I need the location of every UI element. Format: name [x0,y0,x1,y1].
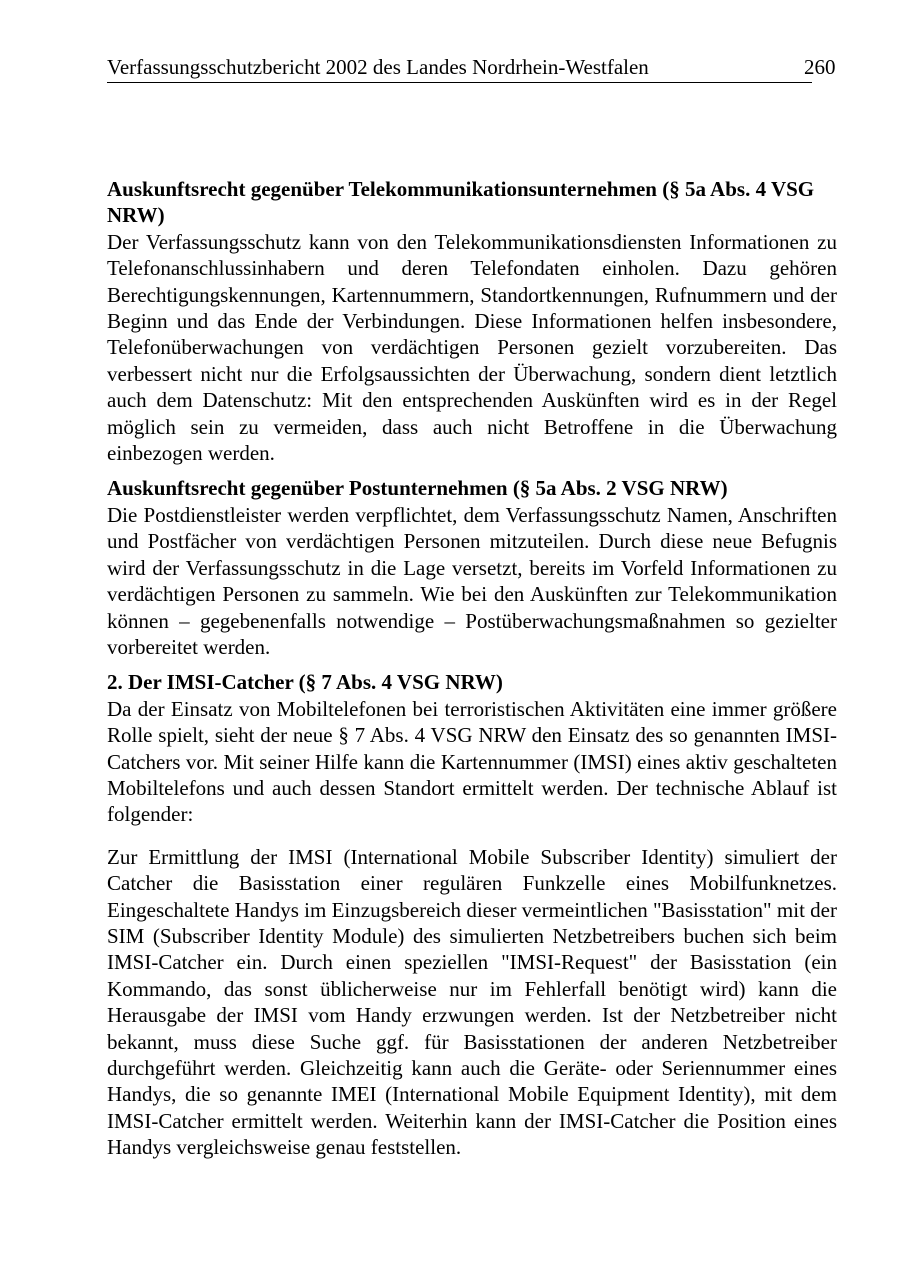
section-heading: 2. Der IMSI-Catcher (§ 7 Abs. 4 VSG NRW) [107,670,503,695]
section-imsi-catcher [107,669,837,1160]
body-paragraph: Zur Ermittlung der IMSI (International Mobile Subscriber Identity) simuliert der Catcher die Basisstation einer regulären Funkzelle eines Mobilfunknetzes. Eingeschaltete Handys im Einzugsbereich dieser vermeintlichen "Basisstation" mit der SIM (Subscriber Identity Module) des simulierten Netzbetreibers buchen sich beim IMSI-Catcher ein. Durch einen speziellen "IMSI-Request" der Basisstation (ein Kommando, das sonst üblicherweise nur im Fehlerfall benötigt wird) kann die Herausgabe der IMSI vom Handy erzwungen werden. Ist der Netzbetreiber nicht bekannt, muss diese Suche ggf. für Basisstationen der anderen Netzbetreiber durchgeführt werden. Gleichzeitig kann auch die Geräte- oder Seriennummer eines Handys, die so genannte IMEI (International Mobile Equipment Identity), mit dem IMSI-Catcher ermittelt werden. Weiterhin kann der IMSI-Catcher die Position eines Handys vergleichsweise genau feststellen. [107,844,837,1160]
running-header [107,54,836,83]
body-paragraph: Die Postdienstleister werden verpflichtet, dem Verfassungsschutz Namen, Anschriften und Postfächer von verdächtigen Personen mitzuteilen. Durch diese neue Befugnis wird der Verfassungsschutz in die Lage versetzt, bereits im Vorfeld Informationen zu verdächtigen Personen zu sammeln. Wie bei den Auskünften zur Telekommunikation können – gegebenenfalls notwendige – Postüberwachungsmaßnahmen so gezielter vorbereitet werden. [107,502,837,659]
body-paragraph: Da der Einsatz von Mobiltelefonen bei terroristischen Aktivitäten eine immer größere Rolle spielt, sieht der neue § 7 Abs. 4 VSG NRW den Einsatz des so genannten IMSI-Catchers vor. Mit seiner Hilfe kann die Kartennummer (IMSI) eines aktiv geschalteten Mobiltelefons und auch dessen Standort ermittelt werden. Der technische Ablauf ist folgender: [107,696,837,827]
section-heading: Auskunftsrecht gegenüber Postunternehmen (§ 5a Abs. 2 VSG NRW) [107,476,728,501]
header-title: Verfassungsschutzbericht 2002 des Landes Nordrhein-Westfalen [107,55,649,79]
section-postal-information-right [107,475,837,660]
section-heading: Auskunftsrecht gegenüber Telekommunikationsunternehmen (§ 5a Abs. 4 VSG NRW) [107,177,815,228]
document-body [107,176,837,1170]
page-number: 260 [804,55,836,79]
body-paragraph: Der Verfassungsschutz kann von den Telekommunikationsdiensten Informationen zu Telefonanschlussinhabern und deren Telefondaten einholen. Dazu gehören Berechtigungskennungen, Kartennummern, Standortkennungen, Rufnummern und der Beginn und das Ende der Verbindungen. Diese Informationen helfen insbesondere, Telefonüberwachungen von verdächtigen Personen gezielt vorzubereiten. Das verbessert nicht nur die Erfolgsaussichten der Überwachung, sondern dient letztlich auch dem Datenschutz: Mit den entsprechenden Auskünften wird es in der Regel möglich sein zu vermeiden, dass auch nicht Betroffene in die Überwachung einbezogen werden. [107,229,837,466]
section-telecom-information-right [107,176,837,466]
